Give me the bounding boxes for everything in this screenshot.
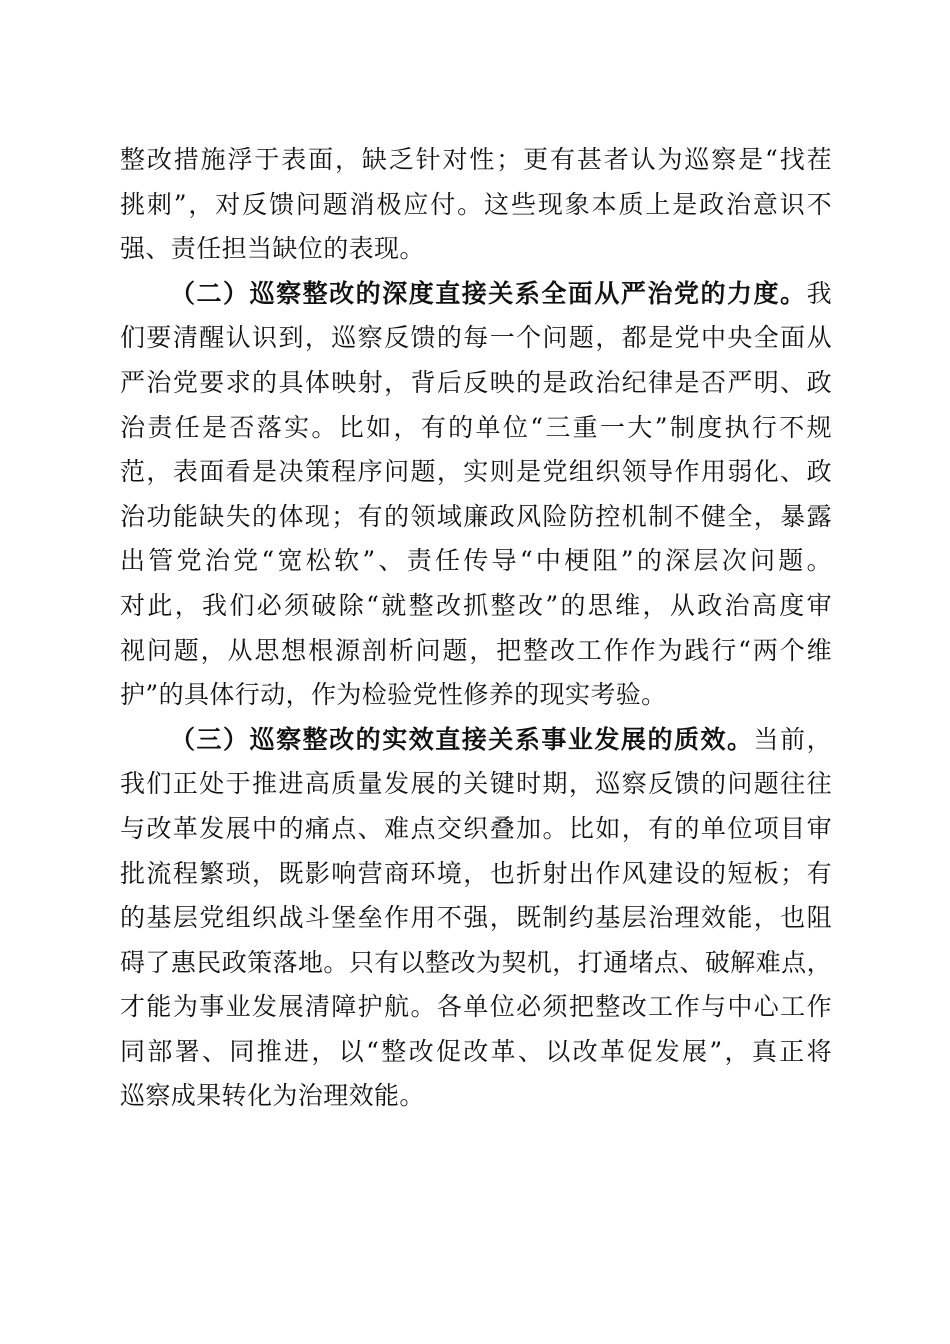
paragraph-3 (120, 718, 832, 1119)
text-line: 整改措施浮于表面，缺乏针对性；更有甚者认为巡察是“找茬 (120, 145, 832, 174)
text-line: 出管党治党“宽松软”、责任传导“中梗阻”的深层次问题。 (120, 546, 832, 576)
body-text (120, 138, 832, 1119)
text-line: 与改革发展中的痛点、难点交织叠加。比如，有的单位项目审 (120, 813, 832, 843)
text-line: 治功能缺失的体现；有的领域廉政风险防控机制不健全，暴露 (120, 501, 832, 531)
section-heading-3: （三）巡察整改的实效直接关系事业发展的质效。 (170, 724, 754, 754)
text-line: 范，表面看是决策程序问题，实则是党组织领导作用弱化、政 (120, 457, 832, 487)
paragraph-1 (120, 138, 832, 272)
text-run: 当前， (753, 724, 832, 754)
text-line: 强、责任担当缺位的表现。 (120, 234, 425, 264)
text-line: 挑刺”，对反馈问题消极应付。这些现象本质上是政治意识不 (120, 189, 832, 219)
text-line: 才能为事业发展清障护航。各单位必须把整改工作与中心工作 (120, 992, 832, 1022)
text-run: 我 (806, 278, 832, 308)
text-line: 护”的具体行动，作为检验党性修养的现实考验。 (120, 680, 667, 710)
text-line: 批流程繁琐，既影响营商环境，也折射出作风建设的短板；有 (120, 858, 832, 888)
text-line: 对此，我们必须破除“就整改抓整改”的思维，从政治高度审 (120, 590, 832, 620)
text-line: 我们正处于推进高质量发展的关键时期，巡察反馈的问题往往 (120, 769, 832, 799)
text-line: 治责任是否落实。比如，有的单位“三重一大”制度执行不规 (120, 412, 832, 442)
text-line: 碍了惠民政策落地。只有以整改为契机，打通堵点、破解难点， (120, 947, 832, 977)
text-line (120, 718, 832, 763)
text-line (120, 272, 832, 317)
text-line: 们要清醒认识到，巡察反馈的每一个问题，都是党中央全面从 (120, 323, 832, 353)
text-line: 同部署、同推进，以“整改促改革、以改革促发展”，真正将 (120, 1036, 832, 1066)
paragraph-2 (120, 272, 832, 718)
text-line: 视问题，从思想根源剖析问题，把整改工作作为践行“两个维 (120, 635, 832, 665)
section-heading-2: （二）巡察整改的深度直接关系全面从严治党的力度。 (170, 278, 807, 308)
text-line: 严治党要求的具体映射，背后反映的是政治纪律是否严明、政 (120, 367, 832, 397)
text-line: 巡察成果转化为治理效能。 (120, 1081, 425, 1111)
text-line: 的基层党组织战斗堡垒作用不强，既制约基层治理效能，也阻 (120, 903, 832, 933)
